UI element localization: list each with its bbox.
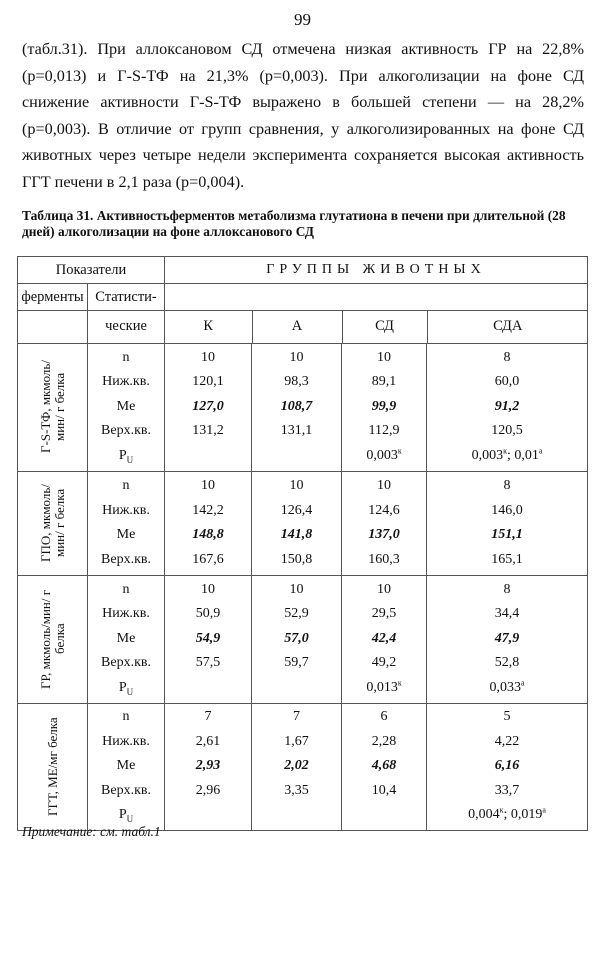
value [252, 803, 341, 828]
value: 124,6 [368, 502, 400, 518]
header-enzymes: ферменты [18, 284, 88, 311]
value: 120,1 [192, 374, 224, 390]
value [165, 444, 251, 469]
value: 8 [503, 478, 511, 493]
value: 120,5 [491, 423, 523, 439]
stat-label: Ниж.кв. [102, 502, 150, 518]
stat-label: Me [116, 527, 136, 542]
value: 10 [289, 349, 304, 365]
value: 49,2 [371, 655, 397, 671]
group-name: СД [342, 311, 427, 343]
value: 2,61 [195, 733, 221, 749]
header-groups: ГРУППЫ ЖИВОТНЫХ [165, 257, 588, 284]
value-median: 141,8 [280, 527, 313, 542]
value: 3,35 [284, 782, 309, 798]
stat-label: Ниж.кв. [102, 733, 150, 749]
value: 146,0 [491, 502, 523, 518]
stat-label-pu: $P_U$ [118, 807, 134, 825]
stat-label: Me [116, 630, 136, 646]
value: 59,7 [284, 655, 309, 671]
group-name: А [252, 311, 342, 343]
paragraph-line: (табл.31). При аллоксановом СД отмечена низкая активность ГР на 22,8% [22, 40, 584, 58]
value-column-sd [342, 471, 427, 575]
value: 126,4 [280, 502, 313, 518]
stat-label: n [122, 709, 130, 725]
value-column-sda [427, 343, 588, 471]
value: 8 [503, 349, 511, 365]
stat-label: Верх.кв. [101, 551, 151, 567]
value: 10 [289, 581, 304, 597]
group-name: СДА [427, 311, 588, 343]
enzyme-cell [18, 575, 88, 703]
value: 7 [293, 709, 301, 725]
stat-label: Ниж.кв. [102, 606, 150, 622]
value-median: 47,9 [494, 630, 520, 646]
value-column-sda [427, 575, 588, 703]
stat-label-pu: $P_U$ [118, 447, 134, 465]
enzyme-activity-table [17, 256, 588, 831]
stat-column [88, 703, 165, 830]
value: 10 [377, 349, 392, 365]
paragraph-line: снижение активности Г-S-ТФ выражено в большей степени — на 28,2% [22, 93, 584, 112]
stat-label: Верх.кв. [101, 782, 151, 798]
enzyme-label: ГПО, мкмоль/мин/ г белка [37, 484, 67, 562]
table-note: Примечание: см. табл.1 [22, 824, 161, 839]
value: 29,5 [371, 606, 397, 622]
group-names-cell [165, 284, 588, 344]
body-paragraph [22, 36, 584, 196]
value-median: 54,9 [195, 630, 221, 646]
enzyme-cell [18, 471, 88, 575]
value: 5 [503, 709, 511, 725]
value: 10 [377, 478, 392, 493]
value [252, 444, 341, 469]
value: 10 [289, 478, 304, 493]
value: 112,9 [368, 423, 400, 439]
enzyme-cell [18, 343, 88, 471]
value-column-k [165, 471, 252, 575]
stat-label: n [122, 581, 130, 597]
table-caption: Таблица 31. Активностьферментов метаболизма глутатиона в печени при длительной (28 дней) алкоголизации на фоне аллоксанового СД [22, 208, 566, 239]
value: 10 [201, 478, 216, 493]
stat-label: n [122, 478, 130, 493]
value: 2,28 [371, 733, 397, 749]
stat-label: Ниж.кв. [102, 374, 150, 390]
stat-label: Me [116, 758, 136, 774]
value: 10,4 [371, 782, 397, 798]
paragraph-line: животных через четыре недели эксперимента сохраняется высокая активность [22, 146, 584, 165]
value: 4,22 [494, 733, 520, 749]
paragraph-line: (р=0,003). В отличие от групп сравнения, у алкоголизированных на фоне СД [22, 119, 584, 138]
value-column-a [252, 703, 342, 830]
stat-column [88, 471, 165, 575]
value: $0,003^к$; $0,01^а$ [471, 446, 543, 463]
value-column-a [252, 575, 342, 703]
value-median: 99,9 [371, 398, 397, 414]
value: $0,013^к$ [366, 678, 402, 695]
value: 2,96 [195, 782, 221, 798]
value-median: 148,8 [192, 527, 224, 542]
value: $0,003^к$ [366, 446, 402, 463]
page-number: 99 [294, 10, 311, 29]
header-enzymes-spacer [18, 311, 88, 343]
stat-label: n [122, 349, 130, 365]
value-median: 42,4 [371, 630, 397, 646]
value: 165,1 [491, 551, 523, 567]
value: 60,0 [494, 374, 520, 390]
paragraph-line: (р=0,013) и Г-S-ТФ на 21,3% (р=0,003). При алкоголизации на фоне СД [22, 66, 584, 85]
value: 89,1 [371, 374, 397, 390]
value [252, 676, 341, 701]
value-median: 2,02 [284, 758, 309, 774]
value [165, 803, 251, 828]
value-median: 137,0 [368, 527, 400, 542]
group-name: К [165, 311, 252, 343]
value-median: 6,16 [494, 758, 520, 774]
value: 10 [377, 581, 392, 597]
enzyme-label: ГР, мкмоль/мин/ г белка [37, 589, 67, 689]
value: 57,5 [195, 655, 221, 671]
value: 10 [201, 349, 216, 365]
value: 150,8 [280, 551, 313, 567]
value: 131,1 [280, 423, 313, 439]
value-column-k [165, 343, 252, 471]
stat-label: Верх.кв. [101, 655, 151, 671]
stat-column [88, 575, 165, 703]
value: 34,4 [494, 606, 520, 622]
paragraph-line: ГГТ печени в 2,1 раза (р=0,004). [22, 172, 245, 191]
enzyme-cell [18, 703, 88, 830]
value-median: 57,0 [284, 630, 309, 646]
value-column-a [252, 343, 342, 471]
enzyme-label: ГГТ, МЕ/мг белка [44, 717, 60, 816]
value: 160,3 [368, 551, 400, 567]
value-column-sda [427, 703, 588, 830]
value: 98,3 [284, 374, 309, 390]
header-indicators: Показатели [18, 257, 165, 284]
value-column-sd [342, 343, 427, 471]
value: 10 [201, 581, 216, 597]
stat-column [88, 343, 165, 471]
stat-label-pu: $P_U$ [118, 679, 134, 697]
value: 167,6 [192, 551, 224, 567]
value-median: 4,68 [371, 758, 397, 774]
value-median: 2,93 [195, 758, 221, 774]
value-column-a [252, 471, 342, 575]
value: 8 [503, 581, 511, 597]
value-median: 151,1 [491, 527, 523, 542]
value: 7 [204, 709, 212, 725]
value: 6 [380, 709, 388, 725]
value: $0,033^а$ [489, 678, 525, 695]
value-median: 127,0 [192, 398, 224, 414]
value-column-k [165, 703, 252, 830]
value-column-k [165, 575, 252, 703]
stat-label: Me [116, 398, 136, 414]
value-column-sd [342, 575, 427, 703]
stat-label: Верх.кв. [101, 423, 151, 439]
value: $0,004^к$; $0,019^а$ [468, 805, 546, 823]
header-stat-1: Статисти- [88, 284, 165, 311]
value [165, 676, 251, 701]
header-stat-2: ческие [88, 311, 165, 343]
value-column-sda [427, 471, 588, 575]
value: 50,9 [195, 606, 221, 622]
value-column-sd [342, 703, 427, 830]
value-median: 91,2 [494, 398, 520, 414]
value-median: 108,7 [280, 398, 313, 414]
value: 52,8 [494, 655, 520, 671]
value: 142,2 [192, 502, 224, 518]
value: 131,2 [192, 423, 224, 439]
enzyme-label: Г-S-ТФ, мкмоль/мин/ г белка [37, 360, 67, 454]
value: 1,67 [284, 733, 309, 749]
value [342, 803, 426, 828]
value: 52,9 [284, 606, 309, 622]
value: 33,7 [494, 782, 520, 798]
